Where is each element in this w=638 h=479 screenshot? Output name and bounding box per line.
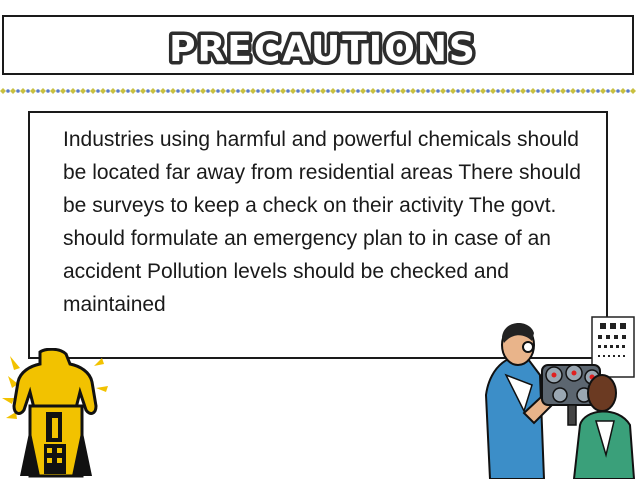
- divider-diamond: [540, 88, 546, 94]
- divider-diamond: [370, 88, 376, 94]
- divider-diamond: [110, 88, 116, 94]
- divider-dot: [126, 89, 130, 93]
- divider-diamond: [390, 88, 396, 94]
- divider-diamond: [250, 88, 256, 94]
- divider-diamond: [130, 88, 136, 94]
- divider-diamond: [400, 88, 406, 94]
- divider-dot: [416, 89, 420, 93]
- divider-dot: [246, 89, 250, 93]
- divider-diamond: [310, 88, 316, 94]
- divider-diamond: [590, 88, 596, 94]
- divider-dot: [226, 89, 230, 93]
- divider-dot: [86, 89, 90, 93]
- divider-diamond: [220, 88, 226, 94]
- decorative-divider: [0, 86, 638, 96]
- divider-dot: [136, 89, 140, 93]
- divider-dot: [486, 89, 490, 93]
- divider-diamond: [570, 88, 576, 94]
- divider-dot: [46, 89, 50, 93]
- divider-diamond: [150, 88, 156, 94]
- divider-dot: [216, 89, 220, 93]
- divider-diamond: [50, 88, 56, 94]
- divider-diamond: [620, 88, 626, 94]
- divider-dot: [326, 89, 330, 93]
- divider-dot: [176, 89, 180, 93]
- divider-diamond: [550, 88, 556, 94]
- divider-diamond: [80, 88, 86, 94]
- divider-dot: [76, 89, 80, 93]
- slide-title: PRECAUTIONS: [169, 29, 477, 70]
- divider-diamond: [30, 88, 36, 94]
- divider-dot: [366, 89, 370, 93]
- divider-diamond: [180, 88, 186, 94]
- divider-dot: [436, 89, 440, 93]
- divider-dot: [476, 89, 480, 93]
- divider-dot: [66, 89, 70, 93]
- divider-diamond: [520, 88, 526, 94]
- divider-diamond: [560, 88, 566, 94]
- divider-dot: [616, 89, 620, 93]
- divider-diamond: [280, 88, 286, 94]
- divider-diamond: [500, 88, 506, 94]
- divider-diamond: [120, 88, 126, 94]
- divider-dot: [496, 89, 500, 93]
- divider-dot: [546, 89, 550, 93]
- divider-dot: [256, 89, 260, 93]
- divider-dot: [296, 89, 300, 93]
- divider-dot: [346, 89, 350, 93]
- divider-diamond: [160, 88, 166, 94]
- divider-diamond: [270, 88, 276, 94]
- divider-dot: [166, 89, 170, 93]
- divider-dot: [16, 89, 20, 93]
- divider-dot: [426, 89, 430, 93]
- divider-dot: [6, 89, 10, 93]
- divider-diamond: [340, 88, 346, 94]
- divider-dot: [536, 89, 540, 93]
- divider-diamond: [70, 88, 76, 94]
- divider-dot: [276, 89, 280, 93]
- divider-diamond: [430, 88, 436, 94]
- divider-dot: [376, 89, 380, 93]
- divider-diamond: [60, 88, 66, 94]
- divider-dot: [526, 89, 530, 93]
- title-box: [2, 15, 634, 75]
- divider-diamond: [300, 88, 306, 94]
- divider-dot: [596, 89, 600, 93]
- divider-diamond: [360, 88, 366, 94]
- divider-dot: [26, 89, 30, 93]
- divider-diamond: [600, 88, 606, 94]
- divider-diamond: [0, 88, 6, 94]
- divider-diamond: [320, 88, 326, 94]
- divider-diamond: [510, 88, 516, 94]
- divider-diamond: [490, 88, 496, 94]
- divider-dot: [406, 89, 410, 93]
- divider-dot: [356, 89, 360, 93]
- divider-diamond: [210, 88, 216, 94]
- divider-diamond: [240, 88, 246, 94]
- divider-dot: [286, 89, 290, 93]
- industrial-hazard-figure-icon: [0, 348, 110, 479]
- divider-diamond: [470, 88, 476, 94]
- divider-diamond: [20, 88, 26, 94]
- divider-diamond: [610, 88, 616, 94]
- divider-dot: [306, 89, 310, 93]
- divider-diamond: [420, 88, 426, 94]
- divider-dot: [206, 89, 210, 93]
- divider-dot: [146, 89, 150, 93]
- divider-diamond: [290, 88, 296, 94]
- divider-dot: [556, 89, 560, 93]
- divider-dot: [606, 89, 610, 93]
- divider-diamond: [260, 88, 266, 94]
- divider-dot: [466, 89, 470, 93]
- divider-dot: [506, 89, 510, 93]
- divider-diamond: [40, 88, 46, 94]
- divider-diamond: [630, 88, 636, 94]
- divider-dot: [266, 89, 270, 93]
- divider-diamond: [140, 88, 146, 94]
- divider-diamond: [580, 88, 586, 94]
- divider-diamond: [480, 88, 486, 94]
- title-banner: [4, 17, 636, 77]
- divider-diamond: [350, 88, 356, 94]
- divider-diamond: [90, 88, 96, 94]
- divider-dot: [316, 89, 320, 93]
- divider-diamond: [200, 88, 206, 94]
- eye-examination-icon: [484, 315, 638, 479]
- divider-dot: [336, 89, 340, 93]
- divider-dot: [626, 89, 630, 93]
- divider-diamond: [410, 88, 416, 94]
- divider-dot: [196, 89, 200, 93]
- divider-diamond: [530, 88, 536, 94]
- divider-dot: [186, 89, 190, 93]
- divider-dot: [516, 89, 520, 93]
- divider-diamond: [190, 88, 196, 94]
- divider-dot: [386, 89, 390, 93]
- divider-diamond: [380, 88, 386, 94]
- divider-dot: [456, 89, 460, 93]
- divider-diamond: [440, 88, 446, 94]
- divider-dot: [116, 89, 120, 93]
- divider-dot: [566, 89, 570, 93]
- divider-diamond: [460, 88, 466, 94]
- divider-dot: [446, 89, 450, 93]
- divider-dot: [96, 89, 100, 93]
- divider-dot: [36, 89, 40, 93]
- divider-diamond: [170, 88, 176, 94]
- divider-diamond: [100, 88, 106, 94]
- divider-dot: [586, 89, 590, 93]
- divider-diamond: [330, 88, 336, 94]
- divider-dot: [106, 89, 110, 93]
- divider-dot: [156, 89, 160, 93]
- divider-dot: [576, 89, 580, 93]
- divider-dot: [236, 89, 240, 93]
- divider-diamond: [450, 88, 456, 94]
- divider-diamond: [10, 88, 16, 94]
- divider-dot: [56, 89, 60, 93]
- body-text: Industries using harmful and powerful chemicals should be located far away from residential areas There should be surveys to keep a check on their activity The govt. should formulate an emergency plan to in case of an accident Pollution levels should be checked and maintained: [63, 128, 581, 316]
- divider-dot: [396, 89, 400, 93]
- divider-diamond: [230, 88, 236, 94]
